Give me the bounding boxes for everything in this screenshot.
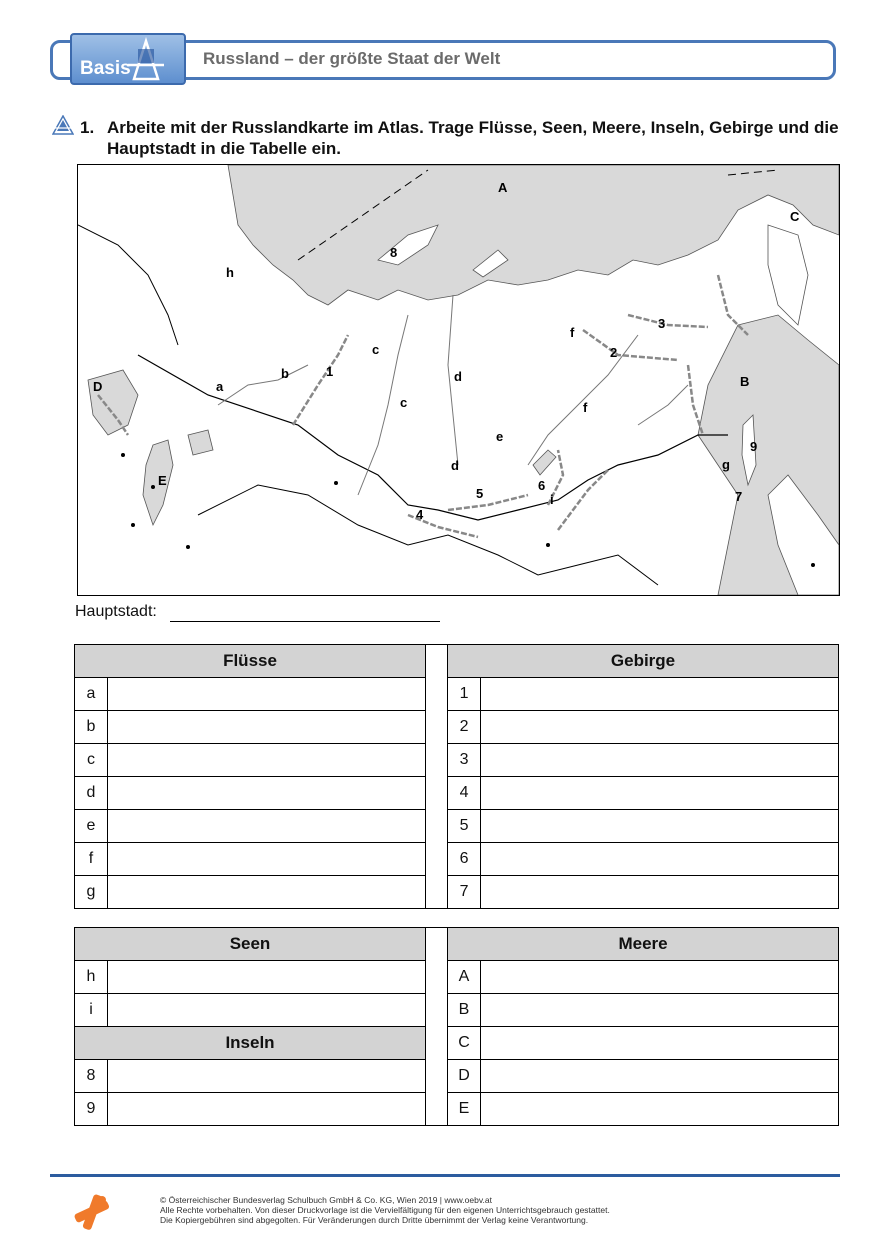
river-key: g xyxy=(75,876,108,909)
mountain-key: 7 xyxy=(448,876,481,909)
mountain-answer-cell[interactable] xyxy=(481,876,839,909)
footer-copyright xyxy=(160,1195,610,1225)
sea-answer-cell[interactable] xyxy=(481,1060,839,1093)
islands-header: Inseln xyxy=(75,1027,426,1060)
mountain-answer-cell[interactable] xyxy=(481,744,839,777)
map-label-2: 2 xyxy=(610,345,618,360)
map-label-8: 8 xyxy=(390,245,398,260)
rivers-header: Flüsse xyxy=(75,645,426,678)
difficulty-triangle-icon xyxy=(52,115,74,135)
publisher-logo-icon xyxy=(72,1192,112,1232)
map-label-f-2: f xyxy=(583,400,588,415)
island-key: 8 xyxy=(75,1060,108,1093)
river-key: e xyxy=(75,810,108,843)
map-label-5: 5 xyxy=(476,486,484,501)
lake-answer-cell[interactable] xyxy=(108,961,426,994)
map-label-e: e xyxy=(496,429,504,444)
lakes-islands-seas-table xyxy=(74,927,839,1126)
footer-divider xyxy=(50,1174,840,1177)
map-label-E: E xyxy=(158,473,167,488)
sea-answer-cell[interactable] xyxy=(481,994,839,1027)
river-key: a xyxy=(75,678,108,711)
map-label-9: 9 xyxy=(750,439,758,454)
mountain-answer-cell[interactable] xyxy=(481,843,839,876)
map-label-B: B xyxy=(740,374,750,389)
mountain-key: 1 xyxy=(448,678,481,711)
sea-key: E xyxy=(448,1093,481,1126)
mountain-answer-cell[interactable] xyxy=(481,711,839,744)
map-label-h: h xyxy=(226,265,234,280)
map-label-d-2: d xyxy=(451,458,459,473)
footer-line-3: Die Kopiergebühren sind abgegolten. Für Veränderungen durch Dritte übernimmt der Verlag keine Verantwortung. xyxy=(160,1215,589,1225)
island-answer-cell[interactable] xyxy=(108,1093,426,1126)
map-label-D: D xyxy=(93,379,103,394)
river-key: b xyxy=(75,711,108,744)
task-number: 1. xyxy=(80,118,95,137)
rivers-mountains-table xyxy=(74,644,839,909)
map-label-A: A xyxy=(498,180,508,195)
map-drawing xyxy=(78,165,839,595)
map-label-7: 7 xyxy=(735,489,743,504)
river-key: d xyxy=(75,777,108,810)
river-answer-cell[interactable] xyxy=(108,678,426,711)
russia-map xyxy=(77,164,840,596)
lakes-header: Seen xyxy=(75,928,426,961)
map-label-C: C xyxy=(790,209,800,224)
page-title: Russland – der größte Staat der Welt xyxy=(203,49,501,68)
map-label-i: i xyxy=(550,492,554,507)
footer-line-1: © Österreichischer Bundesverlag Schulbuch GmbH & Co. KG, Wien 2019 | www.oebv.at xyxy=(160,1195,492,1205)
mountain-answer-cell[interactable] xyxy=(481,810,839,843)
map-label-4: 4 xyxy=(416,507,424,522)
sea-answer-cell[interactable] xyxy=(481,1093,839,1126)
sea-answer-cell[interactable] xyxy=(481,961,839,994)
island-answer-cell[interactable] xyxy=(108,1060,426,1093)
sea-key: B xyxy=(448,994,481,1027)
mountains-header: Gebirge xyxy=(448,645,839,678)
badge-label: Basis xyxy=(80,58,131,79)
sea-answer-cell[interactable] xyxy=(481,1027,839,1060)
river-key: f xyxy=(75,843,108,876)
island-key: 9 xyxy=(75,1093,108,1126)
river-answer-cell[interactable] xyxy=(108,810,426,843)
river-answer-cell[interactable] xyxy=(108,777,426,810)
lake-key: i xyxy=(75,994,108,1027)
mountain-key: 3 xyxy=(448,744,481,777)
mountain-answer-cell[interactable] xyxy=(481,777,839,810)
map-label-3: 3 xyxy=(658,316,666,331)
map-label-c: c xyxy=(372,342,380,357)
mountain-answer-cell[interactable] xyxy=(481,678,839,711)
footer-line-2: Alle Rechte vorbehalten. Von dieser Druckvorlage ist die Vervielfältigung für den eigenen Unterrichtsgebrauch gestattet. xyxy=(160,1205,610,1215)
river-answer-cell[interactable] xyxy=(108,744,426,777)
sea-key: D xyxy=(448,1060,481,1093)
map-label-f: f xyxy=(570,325,575,340)
sea-key: C xyxy=(448,1027,481,1060)
capital-label: Hauptstadt: xyxy=(75,603,157,620)
map-label-g: g xyxy=(722,457,730,472)
map-label-1: 1 xyxy=(326,364,334,379)
mountain-key: 6 xyxy=(448,843,481,876)
lake-key: h xyxy=(75,961,108,994)
map-label-d: d xyxy=(454,369,462,384)
river-answer-cell[interactable] xyxy=(108,843,426,876)
mountain-key: 2 xyxy=(448,711,481,744)
task-body: Arbeite mit der Russlandkarte im Atlas. Trage Flüsse, Seen, Meere, Inseln, Gebirge und die Hauptstadt in die Tabelle ein. xyxy=(107,118,839,158)
mountain-key: 4 xyxy=(448,777,481,810)
map-label-c-2: c xyxy=(400,395,408,410)
river-key: c xyxy=(75,744,108,777)
mountain-key: 5 xyxy=(448,810,481,843)
map-label-a: a xyxy=(216,379,224,394)
map-label-6: 6 xyxy=(538,478,546,493)
river-answer-cell[interactable] xyxy=(108,876,426,909)
capital-answer-line[interactable] xyxy=(170,621,440,622)
sea-key: A xyxy=(448,961,481,994)
river-answer-cell[interactable] xyxy=(108,711,426,744)
seas-header: Meere xyxy=(448,928,839,961)
lake-answer-cell[interactable] xyxy=(108,994,426,1027)
map-label-b: b xyxy=(281,366,289,381)
